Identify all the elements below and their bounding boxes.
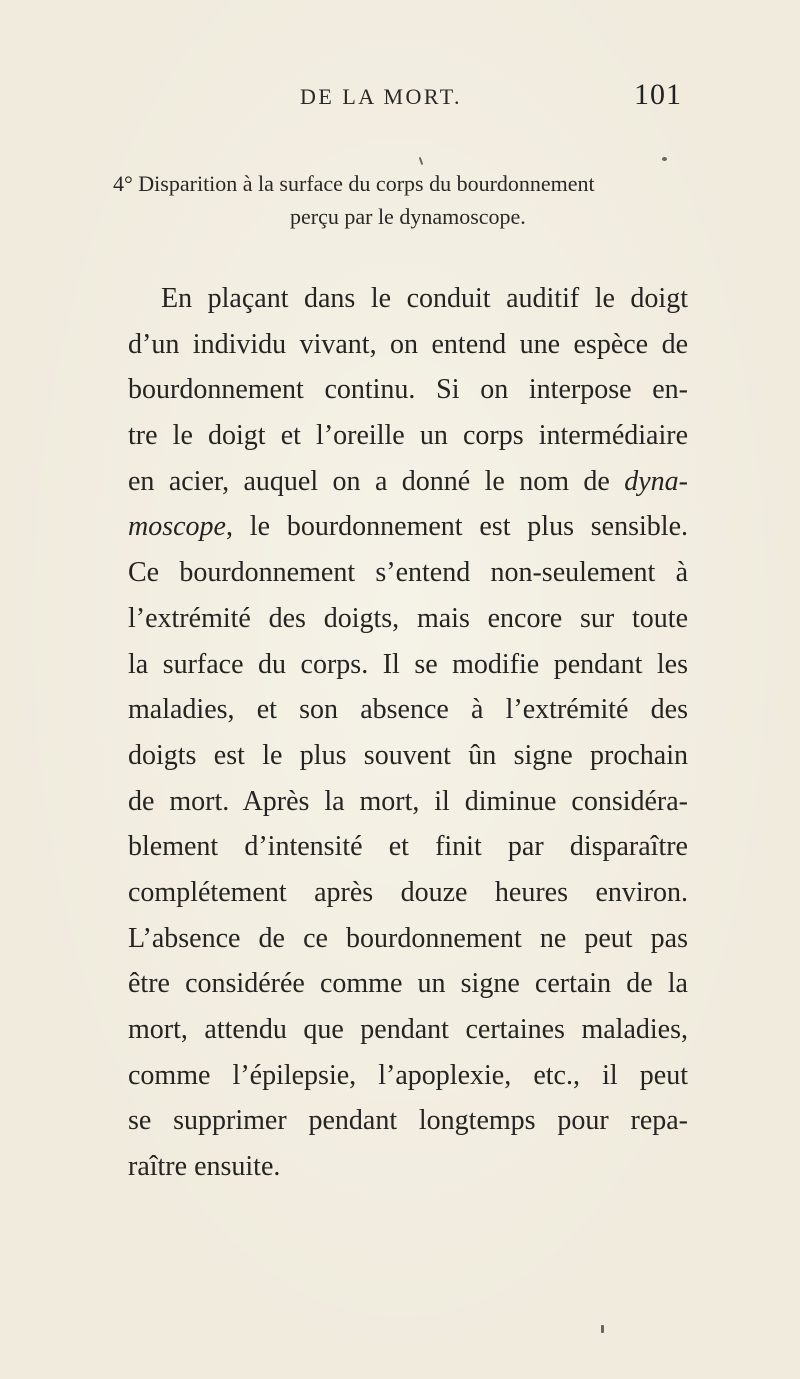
text-line: doigts est le plus souvent ûn signe prochain bbox=[128, 739, 688, 771]
italic-term: dyna- bbox=[624, 465, 688, 497]
text-line: tre le doigt et l’oreille un corps intermédiaire bbox=[128, 420, 688, 452]
text-line: la surface du corps. Il se modifie pendant les bbox=[128, 648, 688, 680]
running-head bbox=[0, 78, 800, 118]
text-line: complétement après douze heures environ. bbox=[128, 876, 688, 908]
text-line: bourdonnement continu. Si on interpose en- bbox=[128, 374, 688, 406]
paper-speck bbox=[601, 1325, 604, 1333]
text-line: En plaçant dans le conduit auditif le doigt bbox=[161, 283, 688, 314]
text-segment: en acier, auquel on a donné le nom de bbox=[128, 465, 610, 497]
text-line: maladies, et son absence à l’extrémité des bbox=[128, 694, 688, 726]
text-line: de mort. Après la mort, il diminue considéra- bbox=[128, 785, 688, 817]
paper-speck bbox=[662, 157, 667, 161]
text-line: Ce bourdonnement s’entend non-seulement à bbox=[128, 557, 688, 589]
text-line: être considérée comme un signe certain de la bbox=[128, 968, 688, 1000]
text-line: mort, attendu que pendant certaines maladies, bbox=[128, 1014, 688, 1045]
text-line: se supprimer pendant longtemps pour repa- bbox=[128, 1105, 688, 1137]
text-line bbox=[128, 504, 688, 550]
running-title: DE LA MORT. bbox=[300, 84, 463, 109]
body-paragraph bbox=[128, 276, 688, 1190]
text-line: L’absence de ce bourdonnement ne peut pas bbox=[128, 922, 688, 954]
text-line bbox=[128, 459, 688, 505]
section-heading-line-2: perçu par le dynamoscope. bbox=[290, 204, 526, 229]
text-line: comme l’épilepsie, l’apoplexie, etc., il peut bbox=[128, 1059, 688, 1091]
text-line: blement d’intensité et finit par disparaître bbox=[128, 831, 688, 863]
text-segment: , le bourdonnement est plus sensible. bbox=[225, 511, 688, 543]
section-heading-line-1: 4° Disparition à la surface du corps du bourdonnement bbox=[113, 171, 595, 196]
text-line: l’extrémité des doigts, mais encore sur toute bbox=[128, 602, 688, 634]
text-line: raître ensuite. bbox=[128, 1151, 281, 1183]
page-number: 101 bbox=[634, 78, 682, 111]
italic-term: moscope bbox=[128, 511, 226, 543]
text-line: d’un individu vivant, on entend une espèce de bbox=[128, 328, 688, 360]
paper-speck bbox=[419, 157, 424, 165]
